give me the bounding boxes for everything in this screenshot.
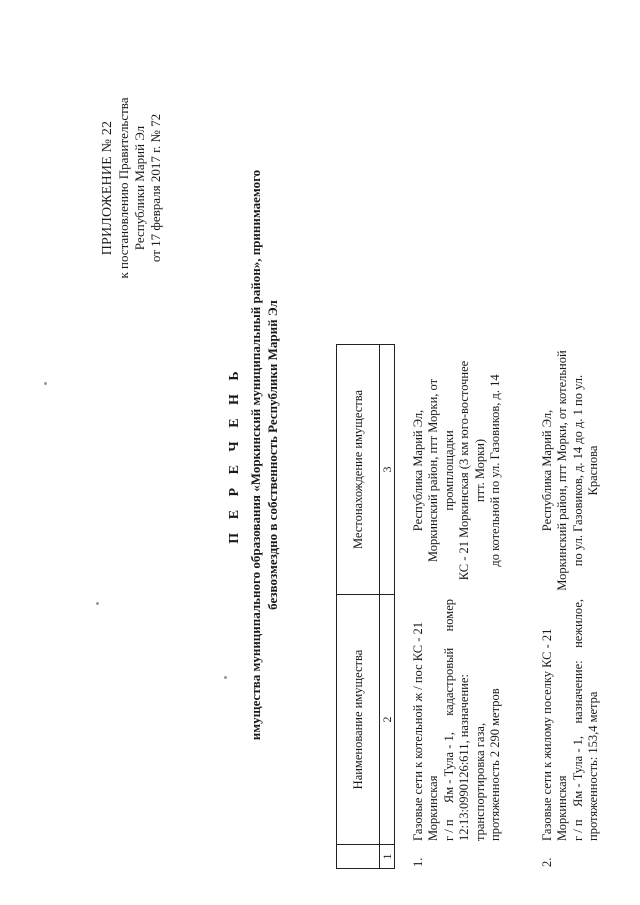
column-number: 2 (380, 594, 394, 844)
appendix-date-line: от 17 февраля 2017 г. № 72 (148, 113, 163, 263)
location-line: Республика Марий Эл, (410, 409, 425, 532)
property-name (538, 595, 604, 845)
location-line: Моркинский район, птт Морки, от котельной (555, 350, 569, 591)
table-row (538, 344, 604, 869)
row-number: 2. (539, 857, 554, 867)
header-number-cell (337, 844, 379, 868)
property-location (409, 346, 506, 595)
property-name (409, 595, 506, 845)
name-word: назначение: (570, 660, 585, 724)
location-line: по ул. Газовиков, д. 14 до д. 1 по ул. Краснова (570, 374, 600, 567)
name-word: номер (441, 599, 456, 632)
row-number: 1. (410, 857, 425, 867)
scan-speck (44, 382, 47, 385)
name-word: кадастровый (441, 647, 456, 716)
column-number: 3 (379, 466, 394, 473)
column-number-row (379, 344, 395, 869)
appendix-line: к постановлению Правительства (116, 97, 131, 279)
appendix-block (100, 83, 164, 293)
location-line: КС - 21 Моркинская (3 км юго-восточнее птт. Морки) (457, 360, 487, 581)
name-word: г / п (441, 819, 456, 841)
header-location-cell: Местонахождение имущества (351, 389, 365, 550)
name-line (571, 599, 587, 841)
header-name-cell: Наименование имущества (337, 594, 379, 844)
property-table (336, 344, 604, 869)
location-line: Республика Марий Эл, (539, 409, 554, 532)
name-line (442, 599, 458, 841)
name-word: нежилое, (570, 599, 585, 648)
column-number: 1 (380, 844, 394, 868)
document-title-block (226, 155, 281, 755)
scan-speck (96, 602, 99, 605)
document-subtitle-line: имущества муниципального образования «Моркинский муниципальный район», принимаемого (248, 169, 263, 741)
location-line: Моркинский район, птт Морки, от промплощадки (426, 378, 456, 563)
document-heading: П Е Р Е Ч Е Н Ь (227, 366, 242, 544)
name-word: г / п (570, 819, 585, 841)
property-location (538, 346, 604, 595)
name-word: Ям - Тула - 1, (570, 736, 585, 807)
document-subtitle-line: безвозмездно в собственность Республики Марий Эл (265, 300, 280, 610)
name-line: протяженность 2 290 метров (488, 688, 502, 841)
table-row (409, 344, 506, 869)
name-line: протяженность: 153,4 метра (586, 691, 600, 841)
location-line: до котельной по ул. Газовиков, д. 14 (488, 374, 502, 567)
table-header-row (336, 344, 379, 869)
name-line: 12:13:0990126:611, назначение: транспортировка газа, (457, 674, 487, 841)
name-line: Газовые сети к жилому поселку КС - 21 Моркинская (539, 628, 569, 841)
appendix-line: Республики Марий Эл (132, 125, 147, 251)
scan-speck (224, 676, 227, 679)
name-line: Газовые сети к котельной ж / пос КС - 21 Моркинская (410, 621, 440, 841)
name-word: Ям - Тула - 1, (441, 732, 456, 804)
appendix-title: ПРИЛОЖЕНИЕ № 22 (100, 120, 115, 256)
